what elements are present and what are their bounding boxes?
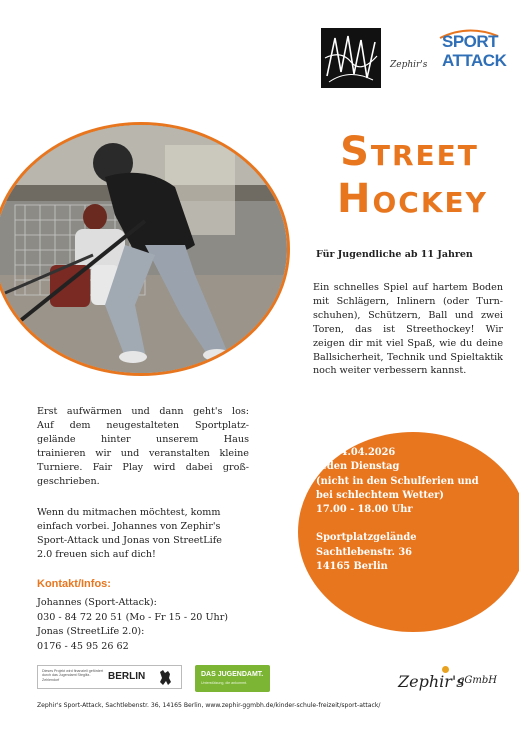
sportattack-logo	[438, 32, 507, 78]
street-hockey-photo	[0, 122, 290, 376]
funder-berlin-logo	[37, 665, 182, 689]
intro-line: Ein schnelles Spiel auf hartem Boden	[313, 282, 503, 293]
invite-line: 2.0 freuen sich auf dich!	[37, 548, 156, 560]
jugendamt-sub: Unterstützung, die ankommt.	[201, 681, 247, 685]
schedule-place: Sportplatzgelände	[316, 532, 417, 544]
invite-line: Wenn du mitmachen möchtest, komm	[37, 507, 221, 518]
page-title	[300, 130, 519, 224]
body-line: trainieren wir und veranstalten kleine	[37, 447, 249, 459]
body-line: geschrieben.	[37, 475, 100, 487]
contact-heading: Kontakt/Infos:	[37, 578, 111, 590]
zephir-ggmbh-logo	[398, 666, 498, 696]
jugendamt-text: DAS JUGENDAMT.	[201, 671, 264, 678]
zephir-name: Zephir's	[398, 672, 465, 691]
age-subtitle: Für Jugendliche ab 11 Jahren	[316, 249, 473, 260]
intro-line: mit Schlägern, Inlinern (oder Turn-	[313, 295, 503, 307]
intro-line: zeigen dir mit viel Spaß, wie du deine	[313, 337, 503, 349]
intro-paragraph	[313, 281, 503, 378]
berlin-text: BERLIN	[108, 671, 146, 682]
sportattack-line1: SPORT	[442, 32, 499, 51]
schedule-date: Ab 14.04.2026	[316, 447, 396, 458]
zephir-suffix: gGmbH	[458, 675, 497, 686]
jugendamt-logo	[195, 665, 270, 692]
title-line-street: Street	[340, 129, 479, 175]
schedule-street: Sachtlebenstr. 36	[316, 546, 412, 558]
body-line: Erst aufwärmen und dann geht's los:	[37, 406, 249, 417]
invite-paragraph	[37, 506, 249, 562]
title-line-hockey: Hockey	[337, 176, 488, 222]
intro-line: Ballsicherheit, Technik und Spieltaktik	[313, 351, 503, 363]
body-line: Turniere. Fair Play wird dabei groß-	[37, 461, 249, 473]
schedule-city: 14165 Berlin	[316, 561, 388, 573]
schedule-note: bei schlechtem Wetter)	[316, 489, 444, 501]
schedule-note: (nicht in den Schulferien und	[316, 475, 479, 487]
scribble-icon	[321, 28, 381, 88]
training-paragraph	[37, 405, 249, 488]
contact-line: Jonas (StreetLife 2.0):	[37, 626, 145, 637]
invite-line: einfach vorbei. Johannes von Zephir's	[37, 520, 221, 532]
footer-address[interactable]: Zephir's Sport-Attack, Sachtlebenstr. 36, 14165 Berlin, www.zephir-ggmbh.de/kinder-schule-freizeit/sport-attack/	[37, 702, 381, 709]
contact-info	[37, 596, 228, 654]
schedule-day: Jeden Dienstag	[316, 461, 400, 473]
berlin-bear-icon	[157, 669, 173, 686]
intro-line: Toren, das ist Streethockey! Wir	[313, 323, 503, 335]
intro-line: schuhen), Schützern, Ball und zwei	[313, 309, 503, 321]
schedule-info	[316, 446, 506, 574]
contact-phone[interactable]: 0176 - 45 95 26 62	[37, 640, 129, 652]
invite-line: Sport-Attack und Jonas von StreetLife	[37, 534, 222, 546]
zephirs-small-logo: Zephir's	[390, 60, 428, 70]
contact-phone[interactable]: 030 - 84 72 20 51 (Mo - Fr 15 - 20 Uhr)	[37, 611, 229, 623]
body-line: Auf dem neugestalteten Sportplatz-	[37, 419, 249, 431]
body-line: gelände hinter unserem Haus	[37, 433, 249, 445]
streetlife-logo	[321, 28, 381, 88]
sportattack-line2: ATTACK	[442, 51, 507, 70]
contact-line: Johannes (Sport-Attack):	[37, 597, 157, 608]
funder-small-text: Dieses Projekt wird finanziell gefördert durch das Jugendamt Steglitz-Zehlendorf	[42, 669, 104, 682]
intro-line: noch weiter verbessern kannst.	[313, 365, 467, 377]
schedule-time: 17.00 - 18.00 Uhr	[316, 504, 413, 516]
